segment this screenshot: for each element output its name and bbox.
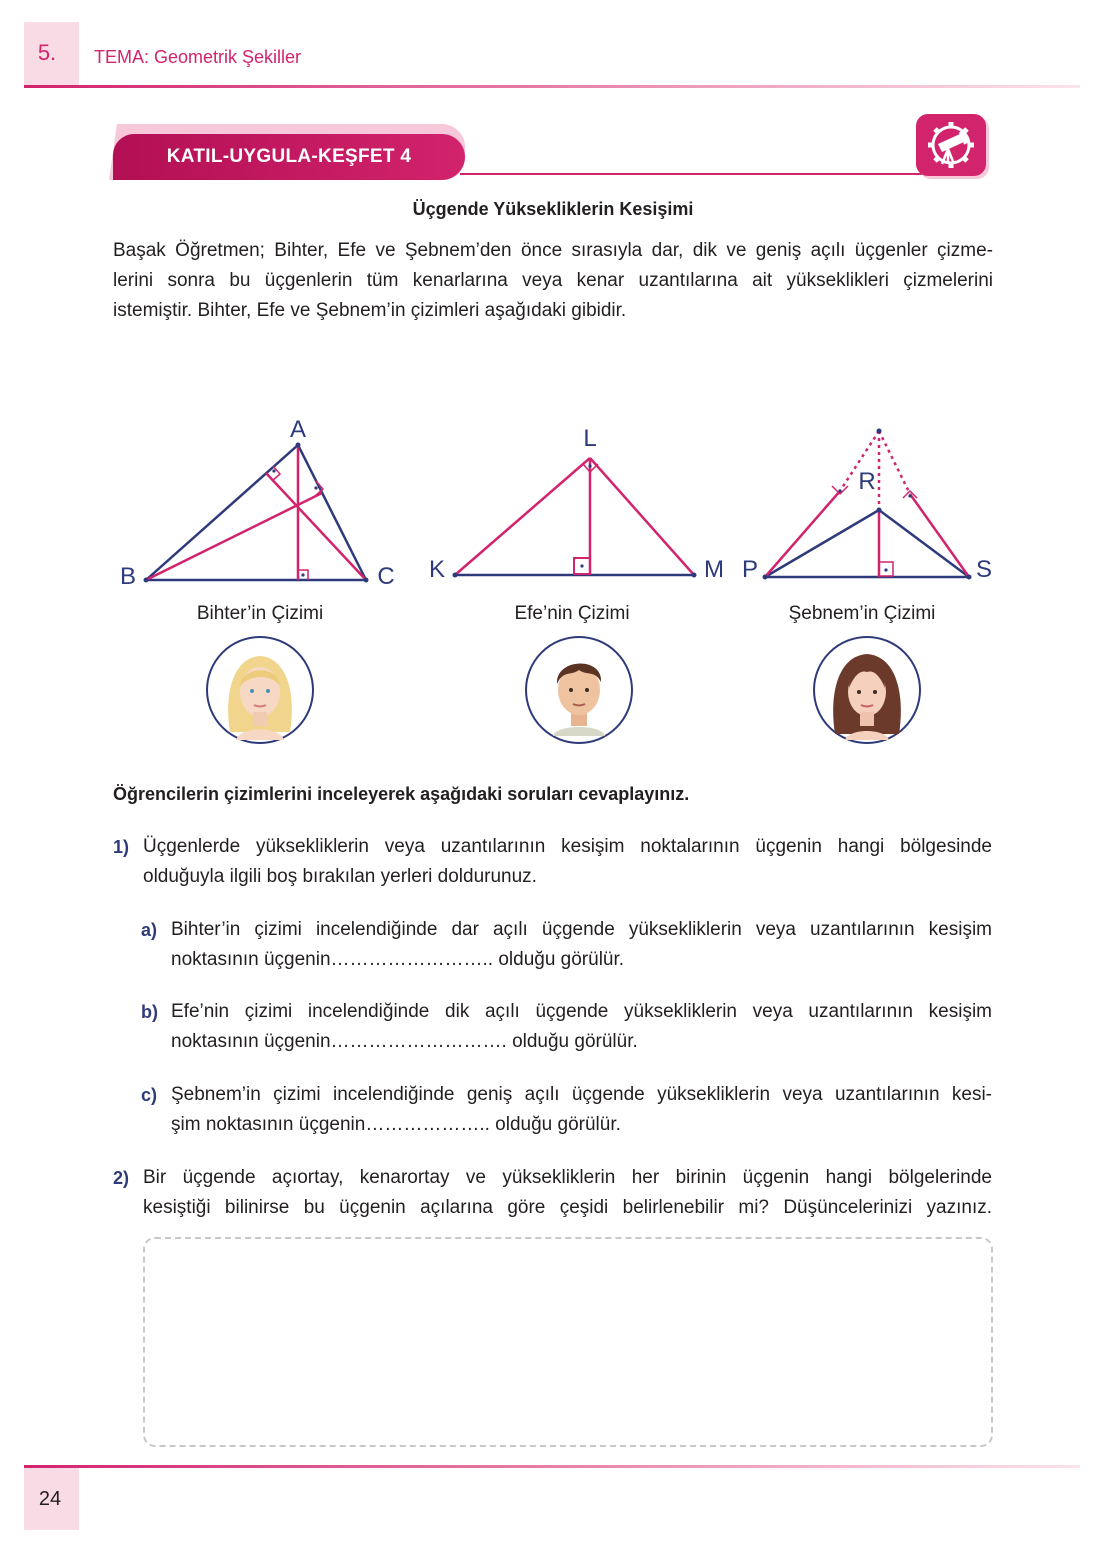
question-line: noktasının üçgenin…………………….. olduğu görülür.: [171, 949, 625, 970]
vertex-label-k: K: [428, 556, 446, 583]
question-number: 1): [113, 837, 130, 857]
unit-number: 5.: [37, 40, 57, 65]
figure-caption-bihter: Bihter’in Çizimi: [196, 603, 324, 624]
vertex-label-b: B: [119, 563, 137, 590]
right-triangle: [429, 425, 724, 583]
telescope-gear-icon: [916, 114, 990, 180]
activity-banner-title: KATIL-UYGULA-KEŞFET 4: [166, 146, 412, 167]
vertex-label-r: R: [858, 468, 876, 495]
question-1-text: [143, 832, 992, 892]
question-line: noktasının üçgenin………………………. olduğu görülür.: [171, 1031, 638, 1052]
question-line: Üçgenlerde yüksekliklerin veya uzantılarının kesişim noktalarının üçgenin hangi bölgesinde: [143, 836, 992, 857]
intro-line: lerini sonra bu üçgenlerin tüm kenarlarına veya kenar uzantılarına ait yükseklikleri çizmelerini: [113, 270, 993, 291]
efe-avatar: [525, 636, 633, 744]
question-line: Şebnem’in çizimi incelendiğinde geniş açılı üçgende yüksekliklerin veya uzantılarının kesi-: [171, 1084, 992, 1105]
question-line: kesiştiği bilinirse bu üçgenin açılarına göre çeşidi belirlenebilir mi? Düşüncelerinizi yazınız.: [143, 1197, 992, 1218]
instruction-text: Öğrencilerin çizimlerini inceleyerek aşağıdaki soruları cevaplayınız.: [113, 784, 690, 804]
sebnem-avatar: [813, 636, 921, 744]
subitem-c-text: [171, 1080, 992, 1140]
subitem-b-text: [171, 997, 992, 1057]
vertex-label-m: M: [704, 556, 724, 583]
acute-triangle: [120, 416, 395, 590]
subitem-letter: c): [141, 1085, 158, 1105]
subitem-letter: a): [141, 920, 158, 940]
vertex-label-a: A: [289, 416, 307, 443]
figure-caption-sebnem: Şebnem’in Çizimi: [788, 603, 936, 624]
subitem-letter: b): [141, 1002, 158, 1022]
theme-label: TEMA: Geometrik Şekiller: [94, 47, 302, 67]
question-line: Efe’nin çizimi incelendiğinde dik açılı üçgende yüksekliklerin veya uzantılarının kesişim: [171, 1001, 992, 1022]
subitem-a-text: [171, 915, 992, 975]
question-line: Bihter’in çizimi incelendiğinde dar açılı üçgende yüksekliklerin veya uzantılarının kesişim: [171, 919, 992, 940]
footer-divider: [24, 1465, 1080, 1468]
header-divider: [24, 85, 1080, 88]
triangle-drawings: [0, 400, 1106, 600]
page-number: 24: [38, 1488, 62, 1510]
figure-caption-efe: Efe’nin Çizimi: [514, 603, 630, 624]
intro-paragraph: [113, 236, 993, 326]
section-title: Üçgende Yüksekliklerin Kesişimi: [412, 199, 694, 219]
question-2-text: [143, 1163, 992, 1223]
vertex-label-c: C: [377, 563, 395, 590]
intro-line: istemiştir. Bihter, Efe ve Şebnem’in çizimleri aşağıdaki gibidir.: [113, 300, 627, 321]
bihter-avatar: [206, 636, 314, 744]
question-number: 2): [113, 1168, 130, 1188]
vertex-label-l: L: [583, 425, 597, 452]
answer-area[interactable]: [143, 1237, 993, 1447]
vertex-label-s: S: [975, 556, 993, 583]
question-line: şim noktasının üçgenin……………….. olduğu görülür.: [171, 1114, 621, 1135]
vertex-label-p: P: [741, 556, 759, 583]
banner-divider: [460, 173, 930, 175]
obtuse-triangle: [742, 429, 992, 584]
question-line: olduğuyla ilgili boş bırakılan yerleri doldurunuz.: [143, 866, 537, 887]
intro-line: Başak Öğretmen; Bihter, Efe ve Şebnem’den önce sırasıyla dar, dik ve geniş açılı üçgenler çizme-: [113, 240, 993, 261]
question-line: Bir üçgende açıortay, kenarortay ve yüksekliklerin her birinin üçgenin hangi bölgelerinde: [143, 1167, 992, 1188]
